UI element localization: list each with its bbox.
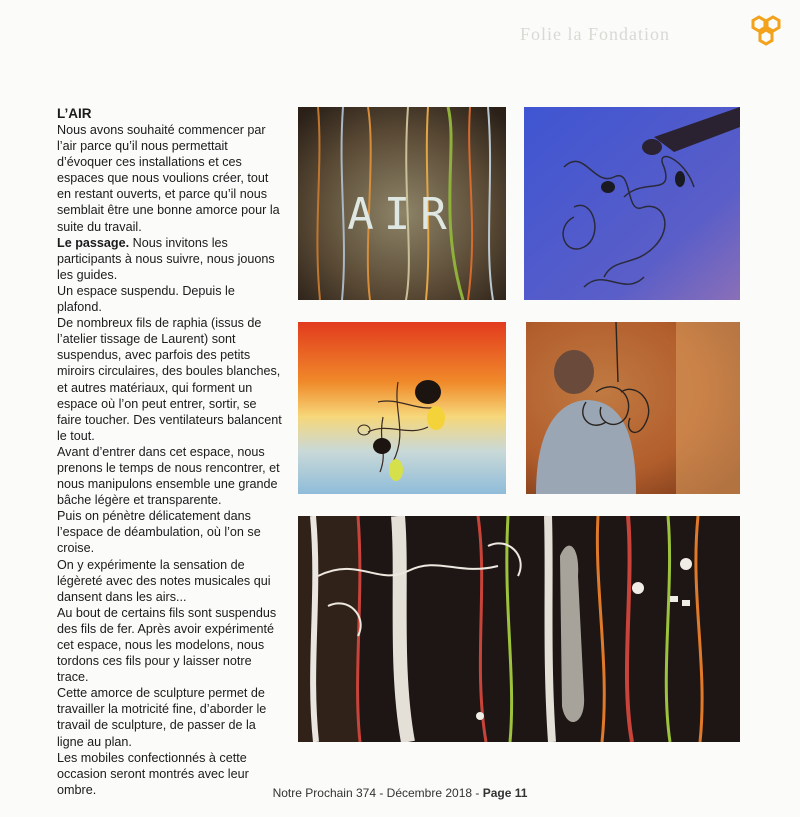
photo-wire-blue (524, 107, 740, 300)
passage-label: Le passage. (57, 235, 130, 250)
article-heading: L’AIR (57, 106, 92, 121)
paragraph-mobiles: Les mobiles confectionnés à cette occasion seront montrés avec leur ombre. (57, 750, 249, 797)
paragraph-experimente: On y expérimente la sensation de légèreté avec des notes musicales qui dansent dans les airs... (57, 557, 271, 604)
paragraph-puis: Puis on pénètre délicatement dans l’espace de déambulation, où l’on se croise. (57, 509, 261, 556)
paragraph-suspendu: Un espace suspendu. Depuis le plafond. (57, 283, 235, 315)
paragraph-bout: Au bout de certains fils sont suspendus des fils de fer. Après avoir expérimenté cet espace, nous les modelons, nous tordons ces fils pour y laisser notre trace. (57, 605, 277, 685)
page-number: Page 11 (482, 786, 528, 800)
paragraph-amorce: Cette amorce de sculpture permet de travailler la motricité fine, d’aborder le travail de sculpture, de passer de la ligne au plan. (57, 686, 267, 749)
footer-text: Notre Prochain 374 - Décembre 2018 - (272, 786, 483, 800)
ghost-header-text: Folie la Fondation (520, 24, 670, 44)
photo-mobile-gradient (298, 322, 506, 494)
photo-air-sign (298, 107, 506, 300)
paragraph-fils: De nombreux fils de raphia (issus de l’atelier tissage de Laurent) sont suspendus, avec parfois des petits miroirs circulaires, des boules blanches, et autres matériaux, qui forment un espace où l’on peut entrer, sortir, se faire toucher. Des ventilateurs balancent le tout. (57, 316, 282, 443)
photo-installation (298, 516, 740, 742)
passage-text: Nous invitons les participants à nous suivre, nous jouons les guides. (57, 235, 275, 282)
paragraph-avant: Avant d’entrer dans cet espace, nous prenons le temps de nous rencontrer, et nous manipulons ensemble une grande bâche légère et transparente. (57, 444, 280, 508)
article-text (57, 106, 282, 798)
photo-man-wire (526, 322, 740, 494)
page-footer (0, 786, 800, 800)
paragraph-intro: Nous avons souhaité commencer par l’air parce qu’il nous permettait d’évoquer ces installations et ces espaces que nous voulions créer, tout en restant ouverts, et parce qu’il nous semblait être une bonne amorce pour la suite du travail. (57, 123, 280, 234)
hexagon-logo-icon (748, 14, 784, 50)
paragraph-passage (57, 235, 282, 283)
air-sign-text: AIR (347, 189, 457, 240)
